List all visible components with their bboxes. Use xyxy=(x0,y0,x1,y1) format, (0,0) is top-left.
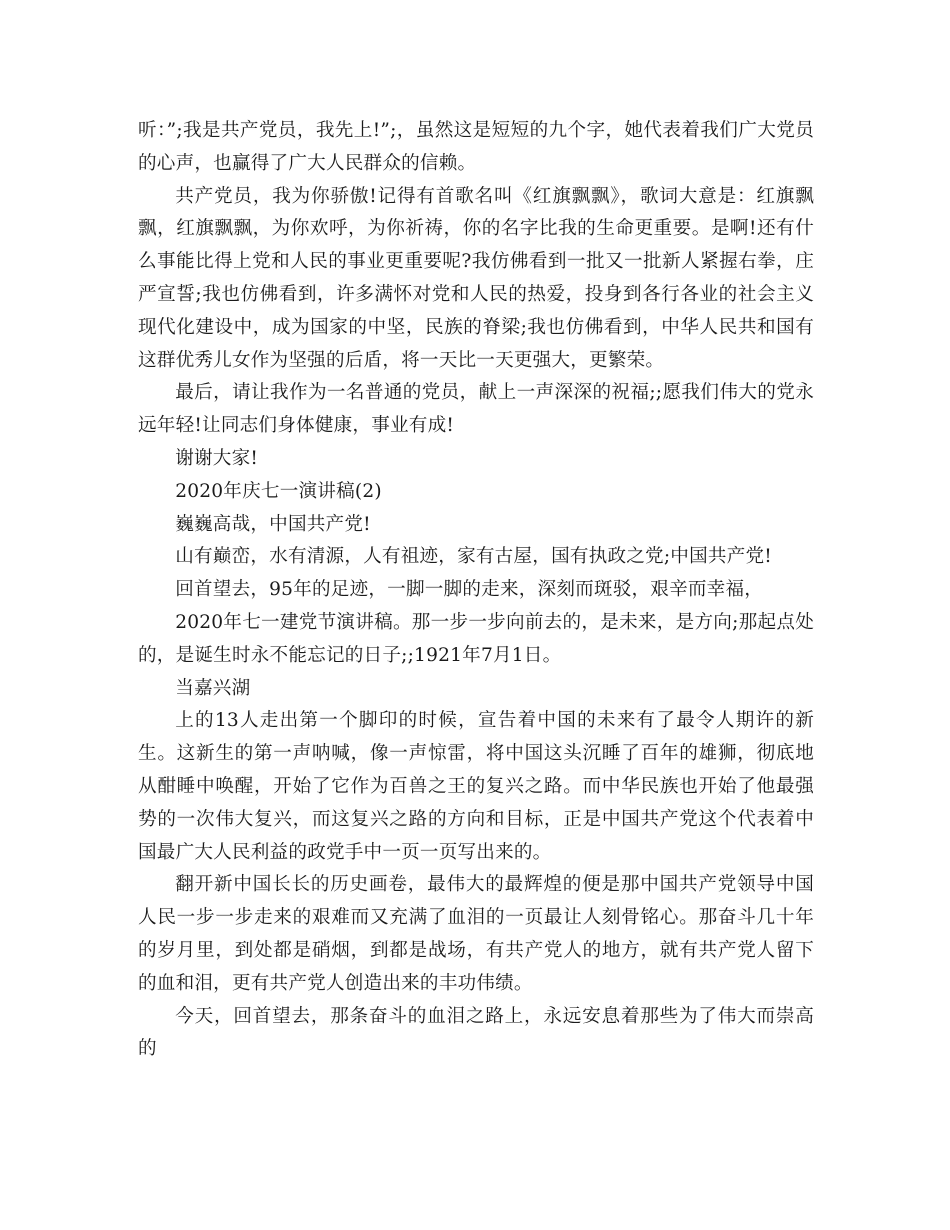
paragraph: 最后，请让我作为一名普通的党员，献上一声深深的祝福;;愿我们伟大的党永远年轻!让同志们身体健康，事业有成! xyxy=(138,382,814,437)
paragraph: 谢谢大家! xyxy=(175,447,259,469)
paragraph: 翻开新中国长长的历史画卷，最伟大的最辉煌的便是那中国共产党领导中国人民一步一步走来的艰难而又充满了血泪的一页最让人刻骨铭心。那奋斗几十年的岁月里，到处都是硝烟，到都是战场，有共产党人的地方，就有共产党人留下的血和泪，更有共产党人创造出来的丰功伟绩。 xyxy=(138,874,814,994)
paragraph: 2020年七一建党节演讲稿。那一步一步向前去的，是未来，是方向;那起点处的，是诞生时永不能忘记的日子;;1921年7月1日。 xyxy=(138,611,814,666)
paragraph: 听：”;我是共产党员，我先上!”;，虽然这是短短的九个字，她代表着我们广大党员的心声，也赢得了广大人民群众的信赖。 xyxy=(138,120,814,174)
paragraph: 今天，回首望去，那条奋斗的血泪之路上，永远安息着那些为了伟大而崇高的 xyxy=(138,1005,814,1060)
paragraph: 上的13人走出第一个脚印的时候，宣告着中国的未来有了最令人期许的新生。这新生的第一声呐喊，像一声惊雷，将中国这头沉睡了百年的雄狮，彻底地从酣睡中唤醒，开始了它作为百兽之王的复兴之路。而中华民族也开始了他最强势的一次伟大复兴，而这复兴之路的方向和目标，正是中国共产党这个代表着中国最广大人民利益的政党手中一页一页写出来的。 xyxy=(138,710,814,863)
paragraph: 山有巅峦，水有清源，人有祖迹，家有古屋，国有执政之党;中国共产党! xyxy=(175,546,772,568)
paragraph: 巍巍高哉，中国共产党! xyxy=(175,513,371,535)
section-heading: 2020年庆七一演讲稿(2) xyxy=(175,480,382,502)
document-body xyxy=(138,115,814,1066)
paragraph: 回首望去，95年的足迹，一脚一脚的走来，深刻而斑驳，艰辛而幸福， xyxy=(175,579,764,601)
paragraph: 当嘉兴湖 xyxy=(175,677,251,699)
paragraph: 共产党员，我为你骄傲!记得有首歌名叫《红旗飘飘》，歌词大意是：红旗飘飘，红旗飘飘，为你欢呼，为你祈祷，你的名字比我的生命更重要。是啊!还有什么事能比得上党和人民的事业更重要呢?我仿佛看到一批又一批新人紧握右拳，庄严宣誓;我也仿佛看到，许多满怀对党和人民的热爱，投身到各行各业的社会主义现代化建设中，成为国家的中坚，民族的脊梁;我也仿佛看到，中华人民共和国有这群优秀儿女作为坚强的后盾，将一天比一天更强大，更繁荣。 xyxy=(138,185,814,371)
